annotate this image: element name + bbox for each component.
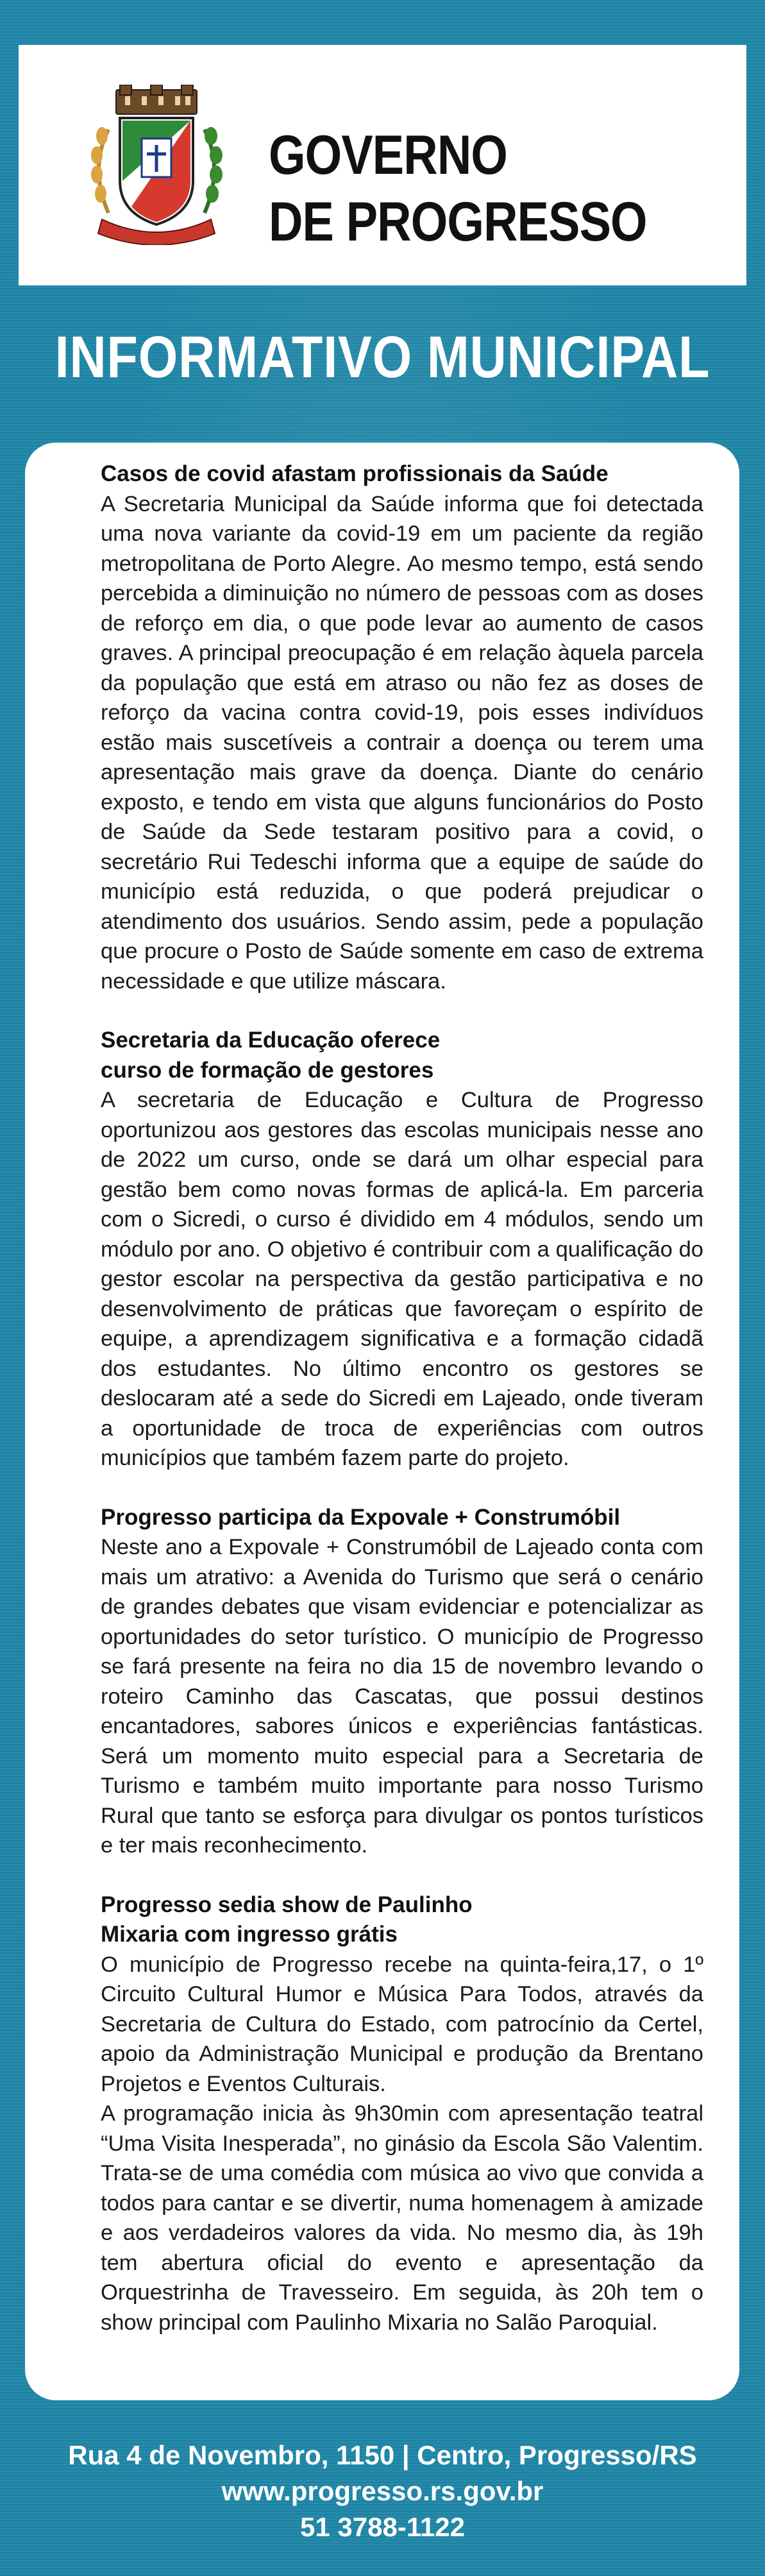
article-title-line-2: curso de formação de gestores [101, 1057, 434, 1083]
article-title: Casos de covid afastam profissionais da Saúde [101, 461, 609, 486]
articles-content [101, 459, 703, 2367]
article-educacao [101, 1026, 703, 1473]
footer-website[interactable]: www.progresso.rs.gov.br [221, 2476, 544, 2506]
article-paulinho-mixaria [101, 1890, 703, 2338]
article-title: Progresso participa da Expovale + Construmóbil [101, 1504, 621, 1530]
newsletter-banner-title: INFORMATIVO MUNICIPAL [55, 325, 710, 390]
footer-address: Rua 4 de Novembro, 1150 | Centro, Progresso/RS [68, 2440, 697, 2470]
header-panel [19, 45, 746, 285]
article-title-line-1: Secretaria da Educação oferece [101, 1028, 441, 1053]
article-expovale [101, 1503, 703, 1861]
title-line-2: DE PROGRESSO [269, 191, 647, 253]
coat-of-arms-icon [83, 85, 230, 245]
footer-contact [0, 2437, 765, 2545]
article-covid [101, 459, 703, 996]
footer-phone: 51 3788-1122 [300, 2512, 465, 2542]
government-title [269, 122, 647, 255]
title-line-1: GOVERNO [269, 124, 508, 186]
article-paragraph: Neste ano a Expovale + Construmóbil de Lajeado conta com mais um atrativo: a Avenida do Turismo que será o cenário de grandes debates que visam evidenciar e potencializar as oportunidades do setor turístico. O município de Progresso se fará presente na feira no dia 15 de novembro levando o roteiro Caminho das Cascatas, que possui destinos encantadores, sabores únicos e experiências fantásticas. Será um momento muito especial para a Secretaria de Turismo e também muito importante para nosso Turismo Rural que tanto se esforça para divulgar os pontos turísticos e ter mais reconhecimento. [101, 1535, 703, 1858]
article-paragraph: A secretaria de Educação e Cultura de Progresso oportunizou aos gestores das escolas municipais nesse ano de 2022 um curso, onde se dará um olhar especial para gestão bem como novas formas de aplicá-la. Em parceria com o Sicredi, o curso é dividido em 4 módulos, sendo um módulo por ano. O objetivo é contribuir com a qualificação do gestor escolar na perspectiva da gestão participativa e no desenvolvimento de práticas que favoreçam o espírito de equipe, a aprendizagem significativa e a formação cidadã dos estudantes. No último encontro os gestores se deslocaram até a sede do Sicredi em Lajeado, onde tiveram a oportunidade de troca de experiências com outros municípios que também fazem parte do projeto. [101, 1088, 703, 1470]
article-title-line-2: Mixaria com ingresso grátis [101, 1922, 398, 1947]
article-paragraph-2: A programação inicia às 9h30min com apresentação teatral “Uma Visita Inesperada”, no ginásio da Escola São Valentim. Trata-se de uma comédia com música ao vivo que convida a todos para cantar e se divertir, numa homenagem à amizade e aos verdadeiros valores da vida. No mesmo dia, às 19h tem abertura oficial do evento e apresentação da Orquestrinha de Travesseiro. Em seguida, às 20h tem o show principal com Paulinho Mixaria no Salão Paroquial. [101, 2101, 703, 2335]
article-title-line-1: Progresso sedia show de Paulinho [101, 1892, 473, 1917]
article-paragraph: A Secretaria Municipal da Saúde informa que foi detectada uma nova variante da covid-19 em um paciente da região metropolitana de Porto Alegre. Ao mesmo tempo, está sendo percebida a diminuição no número de pessoas com as doses de reforço em dia, o que pode levar ao aumento de casos graves. A principal preocupação é em relação àquela parcela da população que está em atraso ou não fez as doses de reforço da vacina contra covid-19, pois esses indivíduos estão mais suscetíveis a contrair a doença ou terem uma apresentação mais grave da doença. Diante do cenário exposto, e tendo em vista que alguns funcionários do Posto de Saúde da Sede testaram positivo para a covid, o secretário Rui Tedeschi informa que a equipe de saúde do município está reduzida, o que poderá prejudicar o atendimento dos usuários. Sendo assim, pede a população que procure o Posto de Saúde somente em caso de extrema necessidade e que utilize máscara. [101, 491, 703, 994]
article-paragraph-1: O município de Progresso recebe na quinta-feira,17, o 1º Circuito Cultural Humor e Música Para Todos, através da Secretaria de Cultura do Estado, com patrocínio da Certel, apoio da Administração Municipal e produção da Brentano Projetos e Eventos Culturais. [101, 1952, 703, 2096]
